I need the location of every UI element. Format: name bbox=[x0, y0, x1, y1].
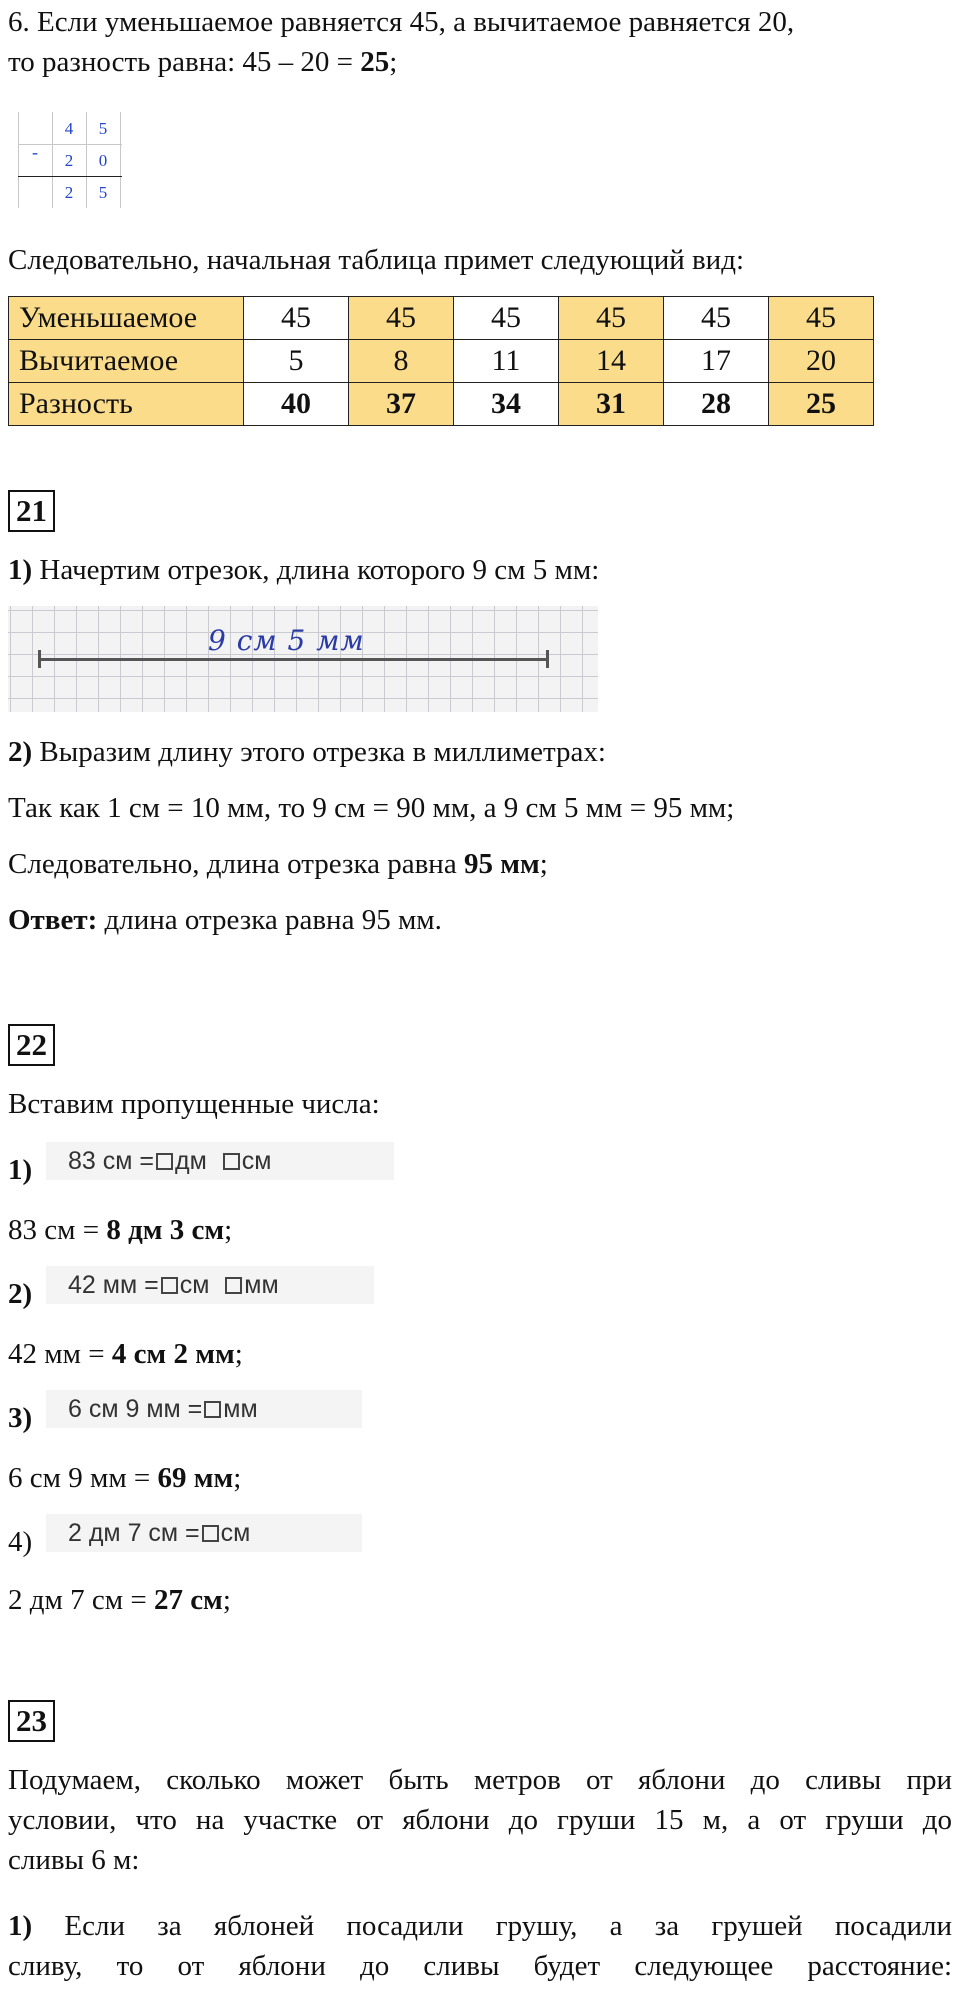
step-number: 1) bbox=[8, 554, 33, 586]
table-intro: Следовательно, начальная таблица примет следующий вид: bbox=[8, 244, 745, 276]
step-text: Если за яблоней посадили грушу, а за грушей посадили bbox=[32, 1910, 952, 1942]
answer-suffix: ; bbox=[233, 1462, 242, 1494]
prompt-text: 83 см = bbox=[68, 1147, 154, 1175]
step-text: Выразим длину этого отрезка в миллиметрах: bbox=[32, 736, 606, 768]
row-label: Разность bbox=[9, 383, 244, 426]
table-cell: 45 bbox=[664, 297, 769, 340]
task21-step-1 bbox=[8, 550, 599, 590]
table-cell: 25 bbox=[769, 383, 874, 426]
answer-value: 27 см bbox=[153, 1584, 223, 1616]
table-row bbox=[9, 297, 874, 340]
task23-step-1-cont: сливу, то от яблони до сливы будет следующее расстояние: bbox=[8, 1950, 952, 1982]
task21-conversion: Так как 1 см = 10 мм, то 9 см = 90 мм, а 9 см 5 мм = 95 мм; bbox=[8, 792, 735, 824]
table-cell: 40 bbox=[244, 383, 349, 426]
step-number: 1) bbox=[8, 1910, 33, 1942]
segment-drawing bbox=[8, 606, 598, 712]
conclusion-value: 95 мм bbox=[463, 848, 540, 880]
empty-box-icon bbox=[161, 1277, 178, 1294]
table-cell: 8 bbox=[349, 340, 454, 383]
subtraction-table bbox=[8, 296, 874, 426]
task-prompt-image bbox=[46, 1142, 394, 1180]
answer-value: 8 дм 3 см bbox=[106, 1214, 225, 1246]
item-number: 1) bbox=[8, 1154, 33, 1186]
item-number: 4) bbox=[8, 1526, 33, 1558]
task-prompt-image bbox=[46, 1266, 374, 1304]
table-cell: 31 bbox=[559, 383, 664, 426]
item-answer bbox=[8, 1210, 232, 1250]
empty-box-icon bbox=[202, 1525, 219, 1542]
answer-prefix: 42 мм = bbox=[8, 1338, 112, 1370]
table-cell: 45 bbox=[769, 297, 874, 340]
table-cell: 45 bbox=[454, 297, 559, 340]
answer-value: 69 мм bbox=[157, 1462, 234, 1494]
segment-line bbox=[40, 658, 548, 661]
empty-box-icon bbox=[223, 1153, 240, 1170]
row-label: Вычитаемое bbox=[9, 340, 244, 383]
difference-digit: 5 bbox=[98, 183, 108, 202]
table-cell: 20 bbox=[769, 340, 874, 383]
task23-line-3: сливы 6 м: bbox=[8, 1844, 140, 1876]
task21-conclusion bbox=[8, 844, 548, 884]
subtrahend-digit: 2 bbox=[64, 151, 74, 170]
task-prompt-image bbox=[46, 1514, 362, 1552]
prompt-unit: см bbox=[241, 1147, 272, 1175]
minuend-digit: 5 bbox=[98, 119, 108, 138]
minuend-digit: 4 bbox=[64, 119, 74, 138]
prompt-text: 6 см 9 мм = bbox=[68, 1395, 203, 1423]
task23-line-1: Подумаем, сколько может быть метров от яблони до сливы при bbox=[8, 1764, 952, 1796]
task22-intro: Вставим пропущенные числа: bbox=[8, 1088, 380, 1120]
intro-result: 25 bbox=[360, 46, 390, 78]
minus-sign: - bbox=[32, 142, 38, 162]
intro-suffix: ; bbox=[389, 46, 398, 78]
answer-label: Ответ: bbox=[8, 904, 98, 936]
table-cell: 45 bbox=[559, 297, 664, 340]
task-prompt-image bbox=[46, 1390, 362, 1428]
table-row bbox=[9, 340, 874, 383]
empty-box-icon bbox=[225, 1277, 242, 1294]
prompt-unit: мм bbox=[223, 1395, 258, 1423]
step-number: 2) bbox=[8, 736, 33, 768]
task23-line-2: условии, что на участке от яблони до груши 15 м, а от груши до bbox=[8, 1804, 952, 1836]
item-answer bbox=[8, 1458, 241, 1498]
column-subtraction bbox=[18, 112, 122, 208]
row-label: Уменьшаемое bbox=[9, 297, 244, 340]
intro-expression: то разность равна: 45 – 20 = bbox=[8, 46, 361, 78]
prompt-unit: дм bbox=[175, 1147, 207, 1175]
table-cell: 34 bbox=[454, 383, 559, 426]
answer-prefix: 83 см = bbox=[8, 1214, 107, 1246]
table-cell: 28 bbox=[664, 383, 769, 426]
task21-answer bbox=[8, 900, 442, 940]
intro-line-1: 6. Если уменьшаемое равняется 45, а вычитаемое равняется 20, bbox=[8, 6, 795, 38]
step-text: Начертим отрезок, длина которого 9 см 5 мм: bbox=[32, 554, 600, 586]
answer-suffix: ; bbox=[224, 1214, 233, 1246]
empty-box-icon bbox=[204, 1401, 221, 1418]
answer-prefix: 6 см 9 мм = bbox=[8, 1462, 158, 1494]
prompt-unit: мм bbox=[244, 1271, 279, 1299]
prompt-text: 2 дм 7 см = bbox=[68, 1519, 200, 1547]
table-cell: 37 bbox=[349, 383, 454, 426]
task21-step-2 bbox=[8, 732, 606, 772]
conclusion-suffix: ; bbox=[539, 848, 548, 880]
item-answer bbox=[8, 1334, 243, 1374]
table-row bbox=[9, 383, 874, 426]
item-number: 2) bbox=[8, 1278, 33, 1310]
table-cell: 14 bbox=[559, 340, 664, 383]
segment-label: 9 см 5 мм bbox=[208, 624, 365, 657]
task-number-22: 22 bbox=[8, 1024, 55, 1066]
table-cell: 11 bbox=[454, 340, 559, 383]
item-answer bbox=[8, 1580, 231, 1620]
intro-line-2 bbox=[8, 42, 397, 82]
table-cell: 45 bbox=[349, 297, 454, 340]
answer-suffix: ; bbox=[234, 1338, 243, 1370]
prompt-unit: см bbox=[220, 1519, 251, 1547]
answer-value: 4 см 2 мм bbox=[111, 1338, 235, 1370]
empty-box-icon bbox=[156, 1153, 173, 1170]
subtrahend-digit: 0 bbox=[98, 151, 108, 170]
task23-step-1 bbox=[8, 1906, 952, 1946]
segment-end-right bbox=[546, 650, 549, 668]
table-cell: 17 bbox=[664, 340, 769, 383]
conclusion-text: Следовательно, длина отрезка равна bbox=[8, 848, 464, 880]
difference-digit: 2 bbox=[64, 183, 74, 202]
table-cell: 45 bbox=[244, 297, 349, 340]
answer-suffix: ; bbox=[222, 1584, 231, 1616]
item-number: 3) bbox=[8, 1402, 33, 1434]
task-number-21: 21 bbox=[8, 490, 55, 532]
prompt-text: 42 мм = bbox=[68, 1271, 159, 1299]
answer-prefix: 2 дм 7 см = bbox=[8, 1584, 154, 1616]
prompt-unit: см bbox=[179, 1271, 210, 1299]
table-cell: 5 bbox=[244, 340, 349, 383]
answer-text: длина отрезка равна 95 мм. bbox=[97, 904, 442, 936]
task-number-23: 23 bbox=[8, 1700, 55, 1742]
